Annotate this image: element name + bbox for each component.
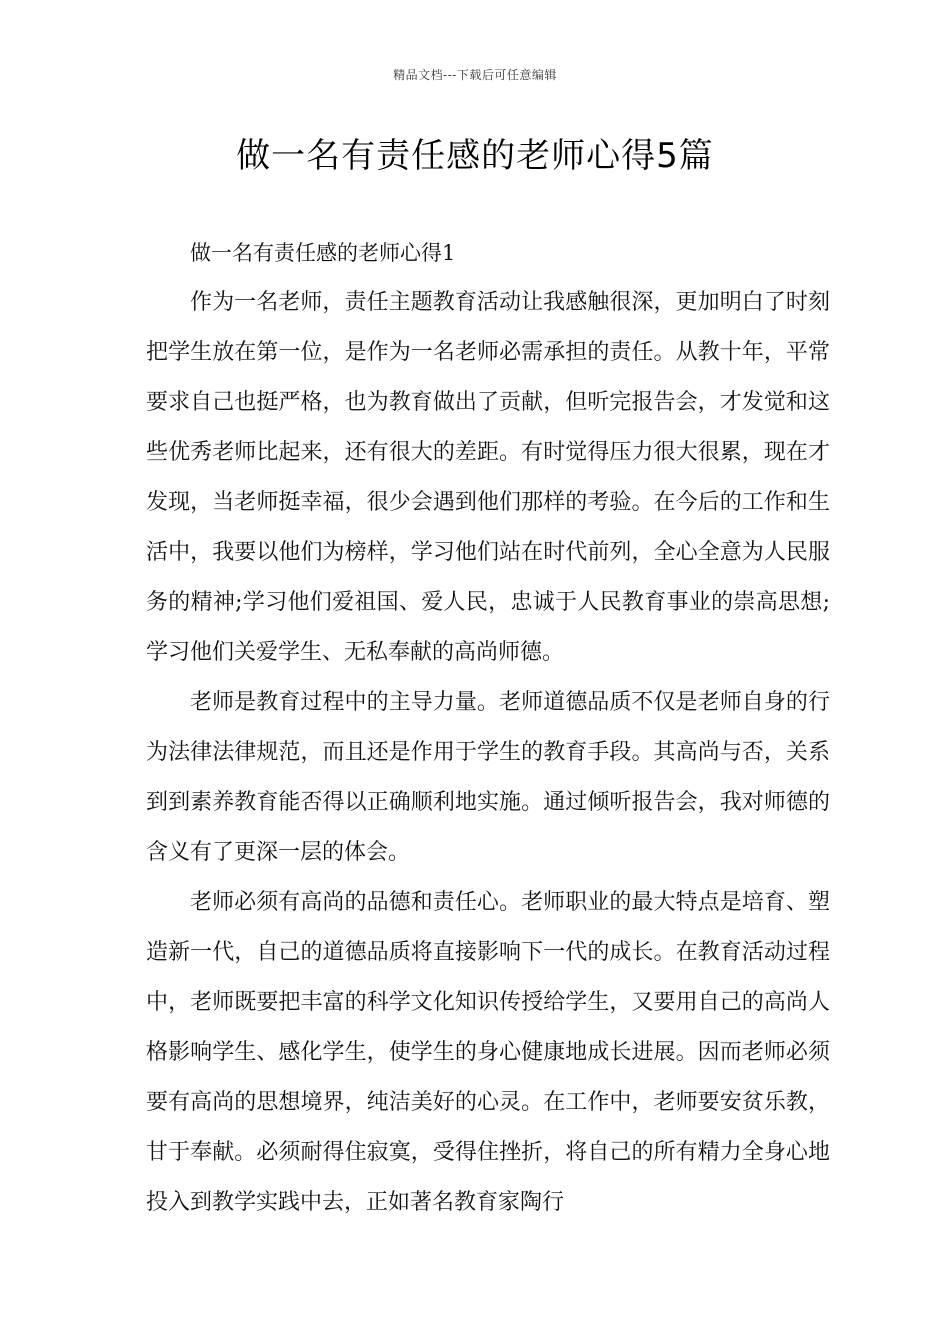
- section-heading: 做一名有责任感的老师心得1: [190, 241, 456, 265]
- paragraph-2: 老师是教育过程中的主导力量。老师道德品质不仅是老师自身的行为法律法律规范，而且还是作用于学生的教育手段。其高尚与否，关系到到素养教育能否得以正确顺利地实施。通过倾听报告会，我对师德的含义有了更深一层的体会。: [146, 690, 830, 865]
- header-note: 精品文档---下载后可任意编辑: [393, 68, 557, 82]
- paragraph-3: 老师必须有高尚的品德和责任心。老师职业的最大特点是培育、塑造新一代，自己的道德品质将直接影响下一代的成长。在教育活动过程中，老师既要把丰富的科学文化知识传授给学生，又要用自己的高尚人格影响学生、感化学生，使学生的身心健康地成长进展。因而老师必须要有高尚的思想境界，纯洁美好的心灵。在工作中，老师要安贫乐教，甘于奉献。必须耐得住寂寞，受得住挫折，将自己的所有精力全身心地投入到教学实践中去，正如著名教育家陶行: [146, 890, 830, 1215]
- document-title: 做一名有责任感的老师心得5篇: [236, 136, 714, 176]
- paragraph-1: 作为一名老师，责任主题教育活动让我感触很深，更加明白了时刻把学生放在第一位，是作为一名老师必需承担的责任。从教十年，平常要求自己也挺严格，也为教育做出了贡献，但听完报告会，才发觉和这些优秀老师比起来，还有很大的差距。有时觉得压力很大很累，现在才发现，当老师挺幸福，很少会遇到他们那样的考验。在今后的工作和生活中，我要以他们为榜样，学习他们站在时代前列，全心全意为人民服务的精神;学习他们爱祖国、爱人民，忠诚于人民教育事业的崇高思想;学习他们关爱学生、无私奉献的高尚师德。: [146, 290, 830, 665]
- document-body: [146, 228, 830, 1228]
